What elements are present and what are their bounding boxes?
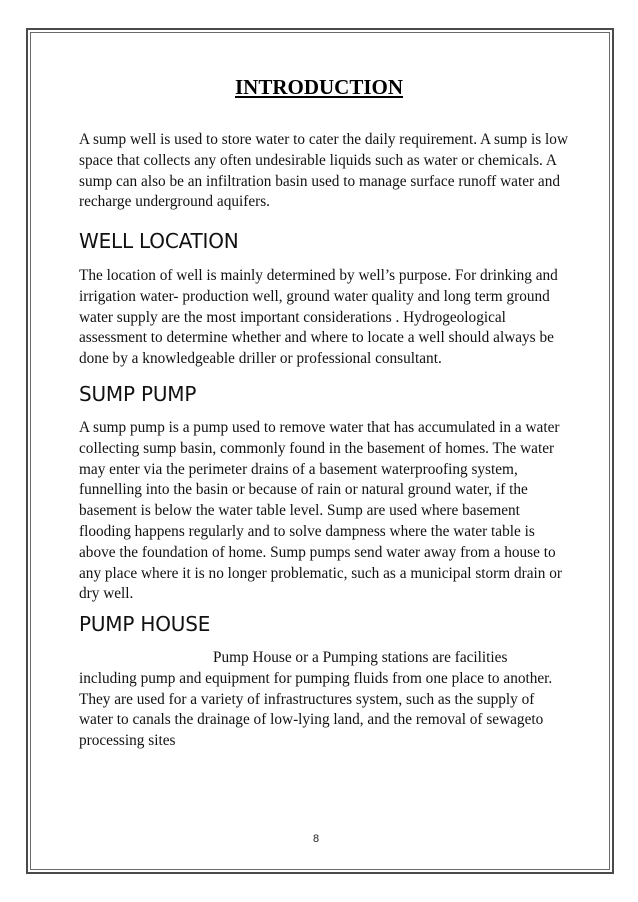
sump-pump-line: above the foundation of home. Sump pumps send water away from a house to: [79, 543, 556, 561]
well-location-line: water supply are the most important considerations . Hydrogeological: [79, 308, 506, 326]
intro-paragraph: [79, 130, 568, 213]
pump-house-line: processing sites: [79, 732, 176, 750]
sump-pump-line: collecting sump basin, commonly found in the basement of homes. The water: [79, 439, 555, 457]
intro-line: sump can also be an infiltration basin used to manage surface runoff water and: [79, 172, 560, 190]
well-location-paragraph: [79, 266, 558, 370]
pump-house-line: They are used for a variety of infrastructures system, such as the supply of: [79, 690, 535, 708]
sump-pump-line: A sump pump is a pump used to remove water that has accumulated in a water: [79, 419, 560, 436]
sump-pump-line: any place where it is no longer problematic, such as a municipal storm drain or: [79, 564, 562, 582]
pump-house-paragraph: [79, 648, 552, 752]
pump-house-line: including pump and equipment for pumping fluids from one place to another.: [79, 669, 553, 687]
well-location-line: The location of well is mainly determined by well’s purpose. For drinking and: [79, 267, 558, 284]
well-location-line: irrigation water- production well, ground water quality and long term ground: [79, 287, 550, 305]
well-location-line: assessment to determine whether and where to locate a well should always be: [79, 329, 554, 347]
pump-house-line: water to canals the drainage of low-lying land, and the removal of sewageto: [79, 711, 544, 729]
page-title: INTRODUCTION: [235, 75, 404, 99]
sump-pump-line: dry well.: [79, 585, 134, 603]
page-number: 8: [313, 833, 320, 845]
intro-line: space that collects any often undesirable liquids such as water or chemicals. A: [79, 151, 557, 169]
sump-pump-line: basement is below the water table level. Sump are used where basement: [79, 502, 520, 520]
pump-house-line: Pump House or a Pumping stations are facilities: [213, 649, 508, 666]
well-location-line: done by a knowledgeable driller or professional consultant.: [79, 350, 442, 368]
sump-pump-line: funnelling into the basin or because of rain or natural ground water, if the: [79, 481, 528, 499]
well-location-heading: WELL LOCATION: [79, 229, 239, 253]
sump-pump-paragraph: [79, 418, 562, 605]
pump-house-heading: PUMP HOUSE: [79, 612, 211, 636]
sump-pump-line: may enter via the perimeter drains of a basement waterproofing system,: [79, 460, 518, 478]
intro-line: recharge underground aquifers.: [79, 193, 270, 211]
intro-line: A sump well is used to store water to cater the daily requirement. A sump is low: [79, 131, 568, 148]
sump-pump-line: flooding happens regularly and to solve dampness where the water table is: [79, 522, 535, 540]
sump-pump-heading: SUMP PUMP: [79, 382, 197, 406]
